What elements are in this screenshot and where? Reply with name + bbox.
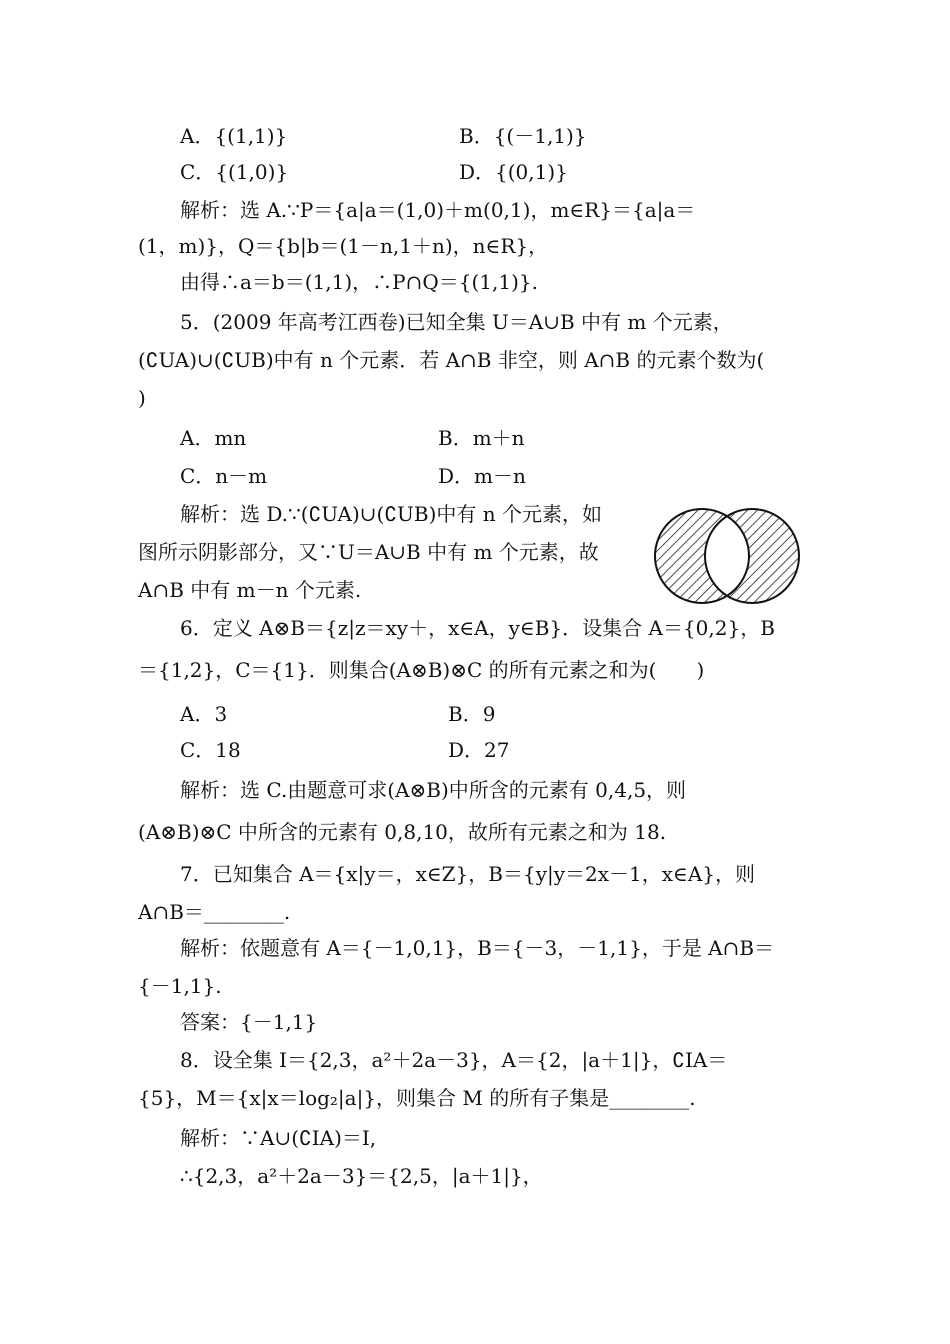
option-a: A．mn	[180, 426, 247, 450]
text-line: {－1,1}.	[138, 974, 222, 998]
text-line: (A⊗B)⊗C 中所含的元素有 0,8,10，故所有元素之和为 18.	[138, 820, 667, 844]
text-line: 解析：依题意有 A＝{－1,0,1}，B＝{－3，－1,1}，于是 A∩B＝	[180, 936, 775, 960]
text-line: 图所示阴影部分，又∵U＝A∪B 中有 m 个元素，故	[138, 540, 599, 564]
text-line: A∩B 中有 m－n 个元素.	[138, 578, 362, 602]
question-7: 7．已知集合 A＝{x|y＝，x∈Z}，B＝{y|y＝2x－1，x∈A}，则	[180, 862, 756, 886]
option-c: C．18	[180, 738, 241, 762]
option-a: A．{(1,1)}	[180, 124, 288, 148]
text-line: 解析：∵A∪(∁IA)＝I,	[180, 1126, 377, 1150]
text-line: ∴{2,3，a²＋2a－3}＝{2,5，|a＋1|}，	[180, 1164, 543, 1188]
question-8: 8．设全集 I＝{2,3，a²＋2a－3}，A＝{2，|a＋1|}，∁IA＝	[180, 1048, 728, 1072]
text-line: )	[138, 386, 146, 410]
option-d: D．m－n	[438, 464, 526, 488]
option-c: C．n－m	[180, 464, 268, 488]
option-a: A．3	[180, 702, 228, 726]
question-5: 5．(2009 年高考江西卷)已知全集 U＝A∪B 中有 m 个元素，	[180, 310, 733, 334]
text-line: (1，m)}，Q＝{b|b＝(1－n,1＋n)，n∈R}，	[138, 234, 549, 258]
text-line: ＝{1,2}，C＝{1}．则集合(A⊗B)⊗C 的所有元素之和为( )	[138, 658, 705, 682]
option-d: D．{(0,1)}	[459, 160, 568, 184]
option-b: B．m＋n	[438, 426, 525, 450]
text-line: 解析：选 D.∵(∁UA)∪(∁UB)中有 n 个元素，如	[180, 502, 603, 526]
venn-diagram	[652, 506, 802, 606]
text-line: {5}，M＝{x|x＝log₂|a|}，则集合 M 的所有子集是________.	[138, 1086, 696, 1110]
text-line: 解析：选 C.由题意可求(A⊗B)中所含的元素有 0,4,5，则	[180, 778, 687, 802]
text-line: 解析：选 A.∵P＝{a|a＝(1,0)＋m(0,1)，m∈R}＝{a|a＝	[180, 198, 696, 222]
text-line: (∁UA)∪(∁UB)中有 n 个元素．若 A∩B 非空，则 A∩B 的元素个数为(	[138, 348, 765, 372]
option-d: D．27	[448, 738, 510, 762]
option-b: B．{(－1,1)}	[459, 124, 587, 148]
option-b: B．9	[448, 702, 496, 726]
text-line: 由得∴a＝b＝(1,1)，∴P∩Q＝{(1,1)}.	[180, 270, 538, 294]
answer-line: 答案：{－1,1}	[180, 1010, 318, 1034]
option-c: C．{(1,0)}	[180, 160, 289, 184]
text-line: A∩B＝________.	[138, 900, 291, 924]
question-6: 6．定义 A⊗B＝{z|z＝xy＋，x∈A，y∈B}．设集合 A＝{0,2}，B	[180, 616, 775, 640]
